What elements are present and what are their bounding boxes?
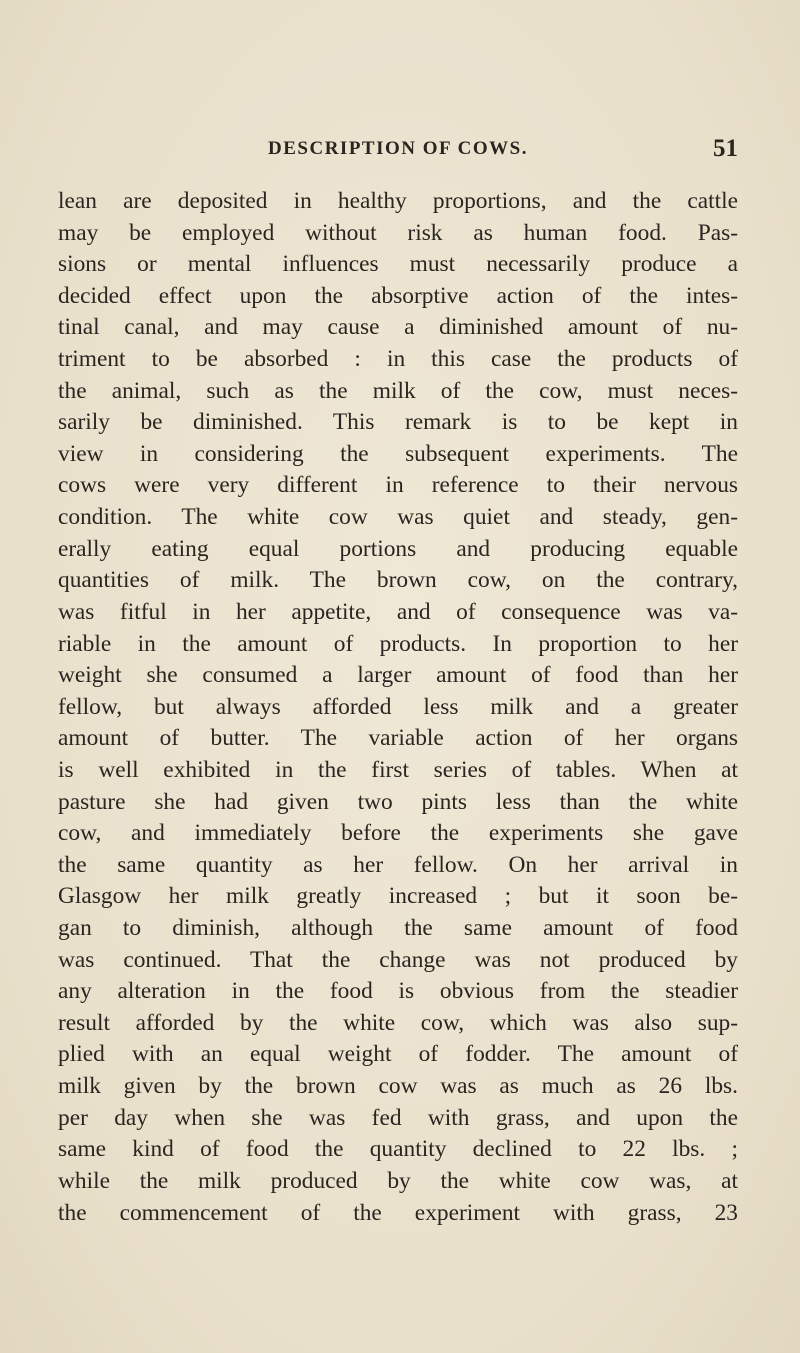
text-line: triment to be absorbed : in this case the products of (58, 346, 738, 373)
text-line: condition. The white cow was quiet and steady, gen- (58, 504, 738, 531)
running-head-title: DESCRIPTION OF COWS. (268, 138, 528, 159)
page-number: 51 (713, 135, 738, 162)
text-line: weight she consumed a larger amount of food than her (58, 662, 738, 689)
text-line: fellow, but always afforded less milk and a greater (58, 693, 738, 720)
text-line: may be employed without risk as human food. Pas- (58, 219, 738, 246)
text-line: milk given by the brown cow was as much as 26 lbs. (58, 1073, 738, 1100)
text-line: the commencement of the experiment with grass, 23 (58, 1199, 738, 1226)
text-line: while the milk produced by the white cow was, at (58, 1167, 738, 1194)
text-line: pasture she had given two pints less than the white (58, 788, 738, 815)
text-line: was fitful in her appetite, and of consequence was va- (58, 598, 738, 625)
text-line: the animal, such as the milk of the cow, must neces- (58, 377, 738, 404)
text-line: per day when she was fed with grass, and upon the (58, 1104, 738, 1131)
text-line: view in considering the subsequent experiments. The (58, 440, 738, 467)
text-line: plied with an equal weight of fodder. The amount of (58, 1041, 738, 1068)
text-line: erally eating equal portions and producing equable (58, 535, 738, 562)
text-line: same kind of food the quantity declined to 22 lbs. ; (58, 1136, 738, 1163)
body-text (58, 186, 738, 1229)
text-line: the same quantity as her fellow. On her arrival in (58, 851, 738, 878)
text-line: sions or mental influences must necessarily produce a (58, 251, 738, 278)
text-line: cows were very different in reference to their nervous (58, 472, 738, 499)
text-line: any alteration in the food is obvious from the steadier (58, 978, 738, 1005)
text-line: tinal canal, and may cause a diminished amount of nu- (58, 314, 738, 341)
text-line: was continued. That the change was not produced by (58, 946, 738, 973)
text-line: sarily be diminished. This remark is to be kept in (58, 409, 738, 436)
text-line: amount of butter. The variable action of her organs (58, 725, 738, 752)
text-line: lean are deposited in healthy proportions, and the cattle (58, 188, 738, 214)
running-head (58, 135, 738, 168)
text-line: gan to diminish, although the same amount of food (58, 915, 738, 942)
text-line: riable in the amount of products. In proportion to her (58, 630, 738, 657)
text-line: Glasgow her milk greatly increased ; but it soon be- (58, 883, 738, 910)
text-line: decided effect upon the absorptive action of the intes- (58, 282, 738, 309)
text-line: cow, and immediately before the experiments she gave (58, 820, 738, 847)
text-line: is well exhibited in the first series of tables. When at (58, 756, 738, 783)
text-line: quantities of milk. The brown cow, on the contrary, (58, 567, 738, 594)
text-line: result afforded by the white cow, which was also sup- (58, 1009, 738, 1036)
